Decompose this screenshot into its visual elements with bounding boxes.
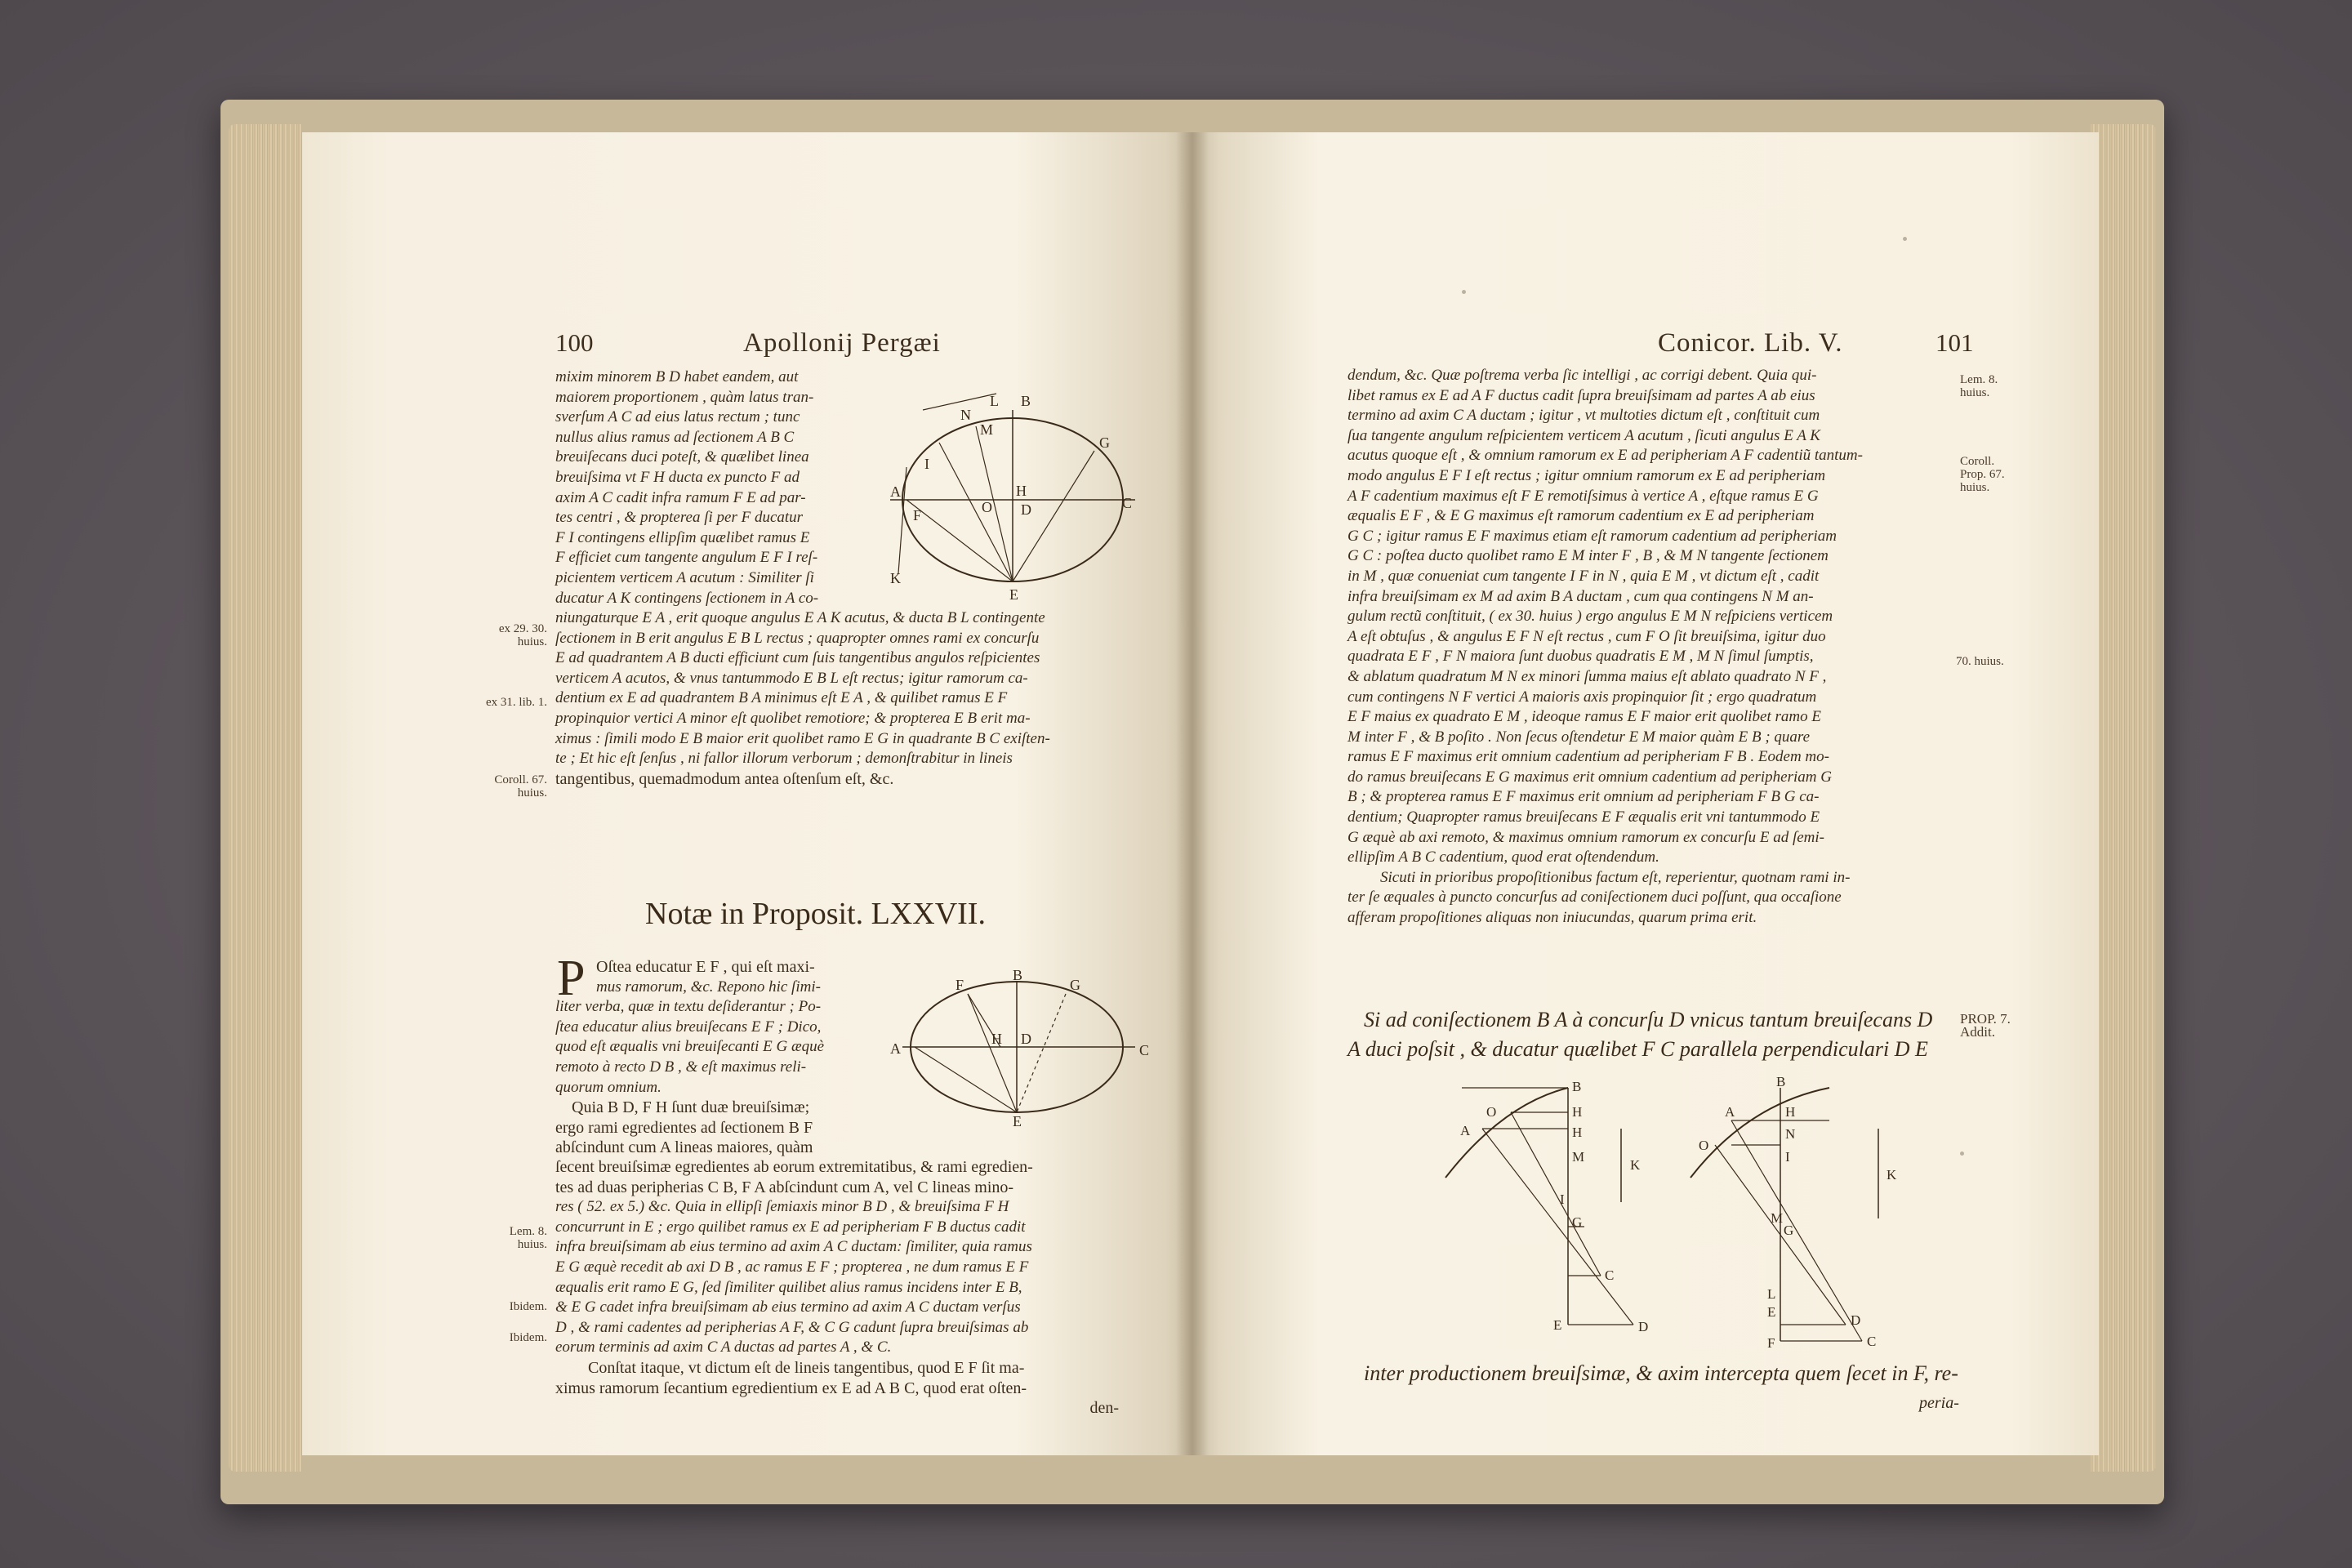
- text-line: quod eſt æqualis vni breuiſecanti E G æquè: [555, 1038, 825, 1056]
- text-line: den-: [1089, 1399, 1119, 1418]
- figure-label: E: [1009, 586, 1018, 603]
- text-line: nullus alius ramus ad ſectionem A B C: [555, 428, 795, 446]
- text-line: tangentibus, quemadmodum antea oſtenſum eſt, &c.: [555, 769, 894, 788]
- running-head-right: Conicor. Lib. V.: [1658, 328, 1843, 358]
- text-line: breuiſecans duci poteſt, & quælibet linea: [555, 448, 809, 466]
- text-line: infra breuiſsimam ab eius termino ad axim A C ductam: ſimiliter, quia ramus: [555, 1238, 1032, 1256]
- proposition-line: Si ad coniſectionem B A à concurſu D vnicus tantum breuiſecans D: [1364, 1008, 1933, 1031]
- figure-label: H: [1785, 1104, 1796, 1120]
- figure-label: B: [1572, 1079, 1582, 1094]
- text-line: ducatur A K contingens ſectionem in A co-: [555, 589, 819, 607]
- text-line: A F cadentium maximus eſt F E remotiſsimus à vertice A , eſtque ramus E G: [1348, 487, 1819, 505]
- text-line: picientem verticem A acutum : Similiter ſi: [555, 568, 814, 586]
- text-block-c-left: [555, 957, 923, 1098]
- text-line: gulum rectũ conſtituit, ( ex 30. huius ) ergo angulus E M N reſpiciens verticem: [1348, 608, 1833, 626]
- figure-label: D: [1021, 501, 1031, 518]
- text-line: mus ramorum, &c. Repono hic ſimi-: [596, 978, 821, 996]
- margin-note: Lem. 8. huius.: [509, 1225, 547, 1251]
- figure-label: L: [1767, 1286, 1776, 1302]
- text-line: in M , quæ conueniat cum tangente I F in N , quia E M , vt dictum eſt , cadit: [1348, 567, 1820, 585]
- figure-label: E: [1767, 1304, 1776, 1320]
- figure-label: D: [1638, 1319, 1649, 1334]
- figure-label: O: [1486, 1104, 1497, 1120]
- text-line: res ( 52. ex 5.) &c. Quia in ellipſi ſemiaxis minor B D , & breuiſsima F H: [555, 1198, 1009, 1216]
- text-line: dentium ex E ad quadrantem B A minimus eſt E A , & quilibet ramus E F: [555, 689, 1008, 707]
- text-line: abſcindunt cum A lineas maiores, quàm: [555, 1138, 813, 1157]
- text-line: breuiſsima vt F H ducta ex puncto F ad: [555, 468, 800, 486]
- text-line: Quia B D, F H ſunt duæ breuiſsimæ;: [572, 1098, 810, 1116]
- figure-label: I: [1560, 1192, 1565, 1207]
- text-line: ramus E F maximus erit omnium cadentium ad peripheriam F B . Eodem mo-: [1348, 748, 1829, 766]
- text-line: E ad quadrantem A B ducti efficiunt cum ſuis tangentibus angulos reſpicientes: [555, 649, 1040, 667]
- running-head-left: Apollonij Pergæi: [743, 328, 941, 358]
- text-line: quorum omnium.: [555, 1078, 662, 1096]
- figure-label: G: [1572, 1214, 1583, 1230]
- text-block-b-left: [555, 608, 1143, 789]
- figure-label: A: [1725, 1104, 1735, 1120]
- text-line: Conſtat itaque, vt dictum eſt de lineis tangentibus, quod E F ſit ma-: [588, 1358, 1025, 1377]
- left-page: [302, 132, 1192, 1455]
- figure-label: I: [1785, 1149, 1790, 1165]
- figure-label: O: [1699, 1138, 1709, 1153]
- figure-label: H: [1016, 483, 1027, 499]
- text-line: do ramus breuiſecans E G maximus erit omnium cadentium ad peripheriam G: [1348, 768, 1832, 786]
- figure-label: K: [1630, 1157, 1641, 1173]
- text-line: libet ramus ex E ad A F ductus cadit ſupra breuiſsimam ad partes A ab eius: [1348, 386, 1815, 404]
- text-line: liter verba, quæ in textu deſiderantur ; Po-: [555, 998, 822, 1016]
- figure-label: B: [1776, 1074, 1786, 1089]
- text-line: æqualis erit ramo E G, ſed ſimiliter quilibet alius ramus incidens inter E B,: [555, 1278, 1022, 1296]
- figure-label: L: [990, 393, 999, 409]
- figure-label: B: [1021, 393, 1031, 409]
- text-line: M inter F , & B poſito . Non ſecus oſtendetur E M maior quàm E B ; quare: [1348, 728, 1811, 746]
- text-line: ſtea educatur alius breuiſecans E F ; Dico,: [555, 1018, 822, 1036]
- figure-label: H: [1572, 1104, 1583, 1120]
- text-line: E F maius ex quadrato E M , ideoque ramus E F maior erit quolibet ramo E: [1348, 708, 1821, 726]
- margin-note: Lem. 8. huius.: [1960, 373, 1998, 399]
- text-line: ter ſe æquales à puncto concurſus ad coniſectionem duci poſſunt, qua occaſione: [1348, 889, 1842, 906]
- left-page-edges: [229, 124, 302, 1472]
- paper-spot: [1903, 237, 1907, 241]
- text-block-d-left: [555, 1098, 915, 1158]
- section-heading: Notæ in Proposit. LXXVII.: [645, 897, 986, 931]
- figure-label: M: [1771, 1210, 1784, 1226]
- text-line: ellipſim A B C cadentium, quod erat oſtendendum.: [1348, 849, 1659, 866]
- text-line: eorum terminis ad axim C A ductas ad partes A , & C.: [555, 1339, 892, 1356]
- text-line: maiorem proportionem , quàm latus tran-: [555, 388, 814, 406]
- figure-label: C: [1605, 1267, 1615, 1283]
- text-line: G C : poſtea ducto quolibet ramo E M inter F , B , & M N tangente ſectionem: [1348, 547, 1829, 565]
- figure-label: I: [924, 456, 929, 472]
- text-block-a-right: [1348, 366, 1952, 929]
- right-page: [1192, 132, 2099, 1455]
- figure-label: E: [1553, 1317, 1562, 1333]
- text-line: tes ad duas peripherias C B, F A abſcindunt cum A, vel C lineas mino-: [555, 1178, 1014, 1196]
- text-line: Sicuti in prioribus propoſitionibus factum eſt, reperientur, quotnam rami in-: [1380, 868, 1851, 886]
- figure-label: A: [890, 483, 901, 500]
- figure-label: A: [890, 1040, 901, 1057]
- text-line: ſectionem in B erit angulus E B L rectus ; quapropter omnes rami ex concurſu: [555, 629, 1040, 647]
- text-line: tes centri , & propterea ſi per F ducatur: [555, 509, 804, 527]
- text-line: G æquè ab axi remoto, & maximus omnium ramorum ex concurſu E ad ſemi-: [1348, 828, 1824, 846]
- text-line: & ablatum quadratum M N ex minori ſumma maius eſt ablato quadrato N F ,: [1348, 667, 1827, 685]
- page-number-left: 100: [555, 328, 594, 357]
- figure-label: M: [1572, 1149, 1585, 1165]
- text-line: æqualis E F , & E G maximus eſt ramorum cadentium ex E ad peripheriam: [1348, 507, 1815, 525]
- text-line: mixim minorem B D habet eandem, aut: [555, 368, 799, 385]
- open-book: [220, 100, 2164, 1504]
- figure-label: A: [1460, 1123, 1471, 1138]
- margin-note: Ibidem.: [509, 1331, 547, 1344]
- text-line: te ; Et hic eſt ſenſus , ni fallor illorum verborum ; demonſtrabitur in lineis: [555, 750, 1013, 768]
- text-line: F I contingens ellipſim quælibet ramus E: [555, 528, 810, 546]
- text-line: modo angulus E F I eſt rectus ; igitur omnium ramorum ex E ad peripheriam: [1348, 466, 1826, 484]
- figure-label: M: [980, 421, 994, 438]
- margin-note: Coroll. 67. huius.: [494, 773, 547, 800]
- figure-label: C: [1867, 1334, 1877, 1349]
- text-line: verticem A acutos, & vnus tantummodo E B L eſt rectus; igitur ramorum ca-: [555, 669, 1028, 687]
- bottom-line: inter productionem breuiſsimæ, & axim intercepta quem ſecet in F, re-: [1364, 1361, 1958, 1385]
- text-line: propinquior vertici A minor eſt quolibet remotiore; & propterea E B erit ma-: [555, 709, 1031, 727]
- margin-note: PROP. 7. Addit.: [1960, 1011, 2011, 1040]
- figure-label: N: [1785, 1126, 1796, 1142]
- text-line: D , & rami cadentes ad peripherias A F, & C G cadunt ſupra breuiſsimas ab: [555, 1318, 1029, 1336]
- text-line: dentium; Quapropter ramus breuiſecans E F æqualis erit vni tantummodo E: [1348, 808, 1820, 826]
- figure-label: K: [890, 570, 901, 586]
- figure-label: F: [1767, 1335, 1775, 1351]
- book-gutter: [1176, 132, 1209, 1455]
- proposition-block: [1348, 1008, 1952, 1062]
- text-line: dendum, &c. Quæ poſtrema verba ſic intelligi , ac corrigi debent. Quia qui-: [1348, 367, 1817, 384]
- figure-label: G: [1784, 1223, 1794, 1238]
- figure-label: K: [1886, 1167, 1897, 1183]
- figure-label: H: [1572, 1125, 1583, 1140]
- margin-note: Coroll. Prop. 67. huius.: [1960, 455, 2005, 494]
- figure-label: C: [1139, 1042, 1150, 1058]
- figure-label: C: [1122, 495, 1133, 511]
- text-line: axim A C cadit infra ramum F E ad par-: [555, 488, 806, 506]
- text-line: B ; & propterea ramus E F maximus erit omnium ad peripheriam F B G ca-: [1348, 788, 1820, 806]
- right-page-edges: [2091, 124, 2156, 1472]
- figure-label: H: [991, 1031, 1002, 1047]
- text-line: quadrata E F , F N maiora ſunt duobus quadratis E M , M N ſimul ſumptis,: [1348, 648, 1814, 666]
- text-line: A eſt obtuſus , & angulus E F N eſt rectus , cum F O ſit breuiſsima, igitur duo: [1348, 627, 1826, 645]
- text-line: & E G cadet infra breuiſsimam ab eius termino ad axim A C ductam verſus: [555, 1298, 1021, 1316]
- figure-label: E: [1013, 1113, 1022, 1129]
- text-line: ximus : ſimili modo E B maior erit quolibet ramo E G in quadrante B C exiſten-: [555, 729, 1050, 747]
- paper-spot: [1462, 290, 1466, 294]
- text-line: concurrunt in E ; ergo quilibet ramus ex E ad peripheriam F B ductus cadit: [555, 1218, 1026, 1236]
- drop-cap: P: [557, 951, 586, 1006]
- text-block-e-left: [555, 1157, 1160, 1419]
- text-line: termino ad axim C A ductam ; igitur , vt multoties dictum eſt , conſtituit cum: [1348, 407, 1820, 425]
- proposition-line: A duci poſsit , & ducatur quælibet F C parallela perpendiculari D E: [1348, 1037, 1928, 1061]
- text-line: Oſtea educatur E F , qui eſt maxi-: [596, 958, 815, 976]
- text-line: acutus quoque eſt , & omnium ramorum ex E ad peripheriam A F cadentiũ tantum-: [1348, 447, 1863, 465]
- figure-ellipse-2: [890, 965, 1160, 1129]
- text-line: ſecent breuiſsimæ egredientes ab eorum extremitatibus, & rami egredien-: [555, 1158, 1033, 1176]
- text-line: ſua tangente angulum reſpicientem verticem A acutum , ſicuti angulus E A K: [1348, 426, 1820, 444]
- text-line: niungaturque E A , erit quoque angulus E A K acutus, & ducta B L contingente: [555, 609, 1045, 626]
- figure-label: F: [956, 977, 964, 993]
- figure-label: D: [1851, 1312, 1861, 1328]
- paper-spot: [1960, 1152, 1964, 1156]
- text-line: sverſum A C ad eius latus rectum ; tunc: [555, 408, 800, 426]
- text-block-a-left: [555, 368, 906, 608]
- text-line: cum contingens N F vertici A maioris axis propinquior ſit ; ergo quadratum: [1348, 688, 1817, 706]
- figure-label: G: [1070, 977, 1080, 993]
- page-number-right: 101: [1936, 328, 1974, 357]
- text-line: F efficiet cum tangente angulum E F I reſ-: [555, 549, 818, 567]
- margin-note: ex 31. lib. 1.: [486, 696, 547, 709]
- figure-label: F: [913, 507, 922, 523]
- text-line: afferam propoſitiones aliquas non iniucundas, quarum prima erit.: [1348, 909, 1757, 927]
- text-line: ergo rami egredientes ad ſectionem B F: [555, 1118, 813, 1137]
- margin-note: 70. huius.: [1956, 655, 2004, 668]
- text-line: infra breuiſsimam ex M ad axim B A ductam , cum qua contingens N M an-: [1348, 587, 1814, 605]
- figure-label: G: [1099, 434, 1110, 451]
- catchword: peria-: [1919, 1394, 1959, 1412]
- text-line: remoto à recto D B , & eſt maximus reli-: [555, 1058, 807, 1076]
- figure-ellipse-1: [890, 377, 1135, 647]
- figure-label: D: [1021, 1031, 1031, 1047]
- text-line: E G æquè recedit ab axi D B , ac ramus E F ; propterea , ne dum ramus E F: [555, 1258, 1029, 1276]
- margin-note: ex 29. 30. huius.: [498, 622, 547, 648]
- figure-label: B: [1013, 967, 1023, 983]
- figure-parabola-2: [1682, 1074, 1911, 1357]
- figure-parabola-1: [1437, 1080, 1650, 1349]
- figure-label: O: [982, 499, 992, 515]
- figure-label: N: [960, 407, 971, 423]
- margin-note: Ibidem.: [509, 1300, 547, 1313]
- text-line: G C ; igitur ramus E F maximus etiam eſt ramorum cadentium ad peripheriam: [1348, 527, 1837, 545]
- text-line: ximus ramorum ſecantium egredientium ex E ad A B C, quod erat oſten-: [555, 1379, 1027, 1397]
